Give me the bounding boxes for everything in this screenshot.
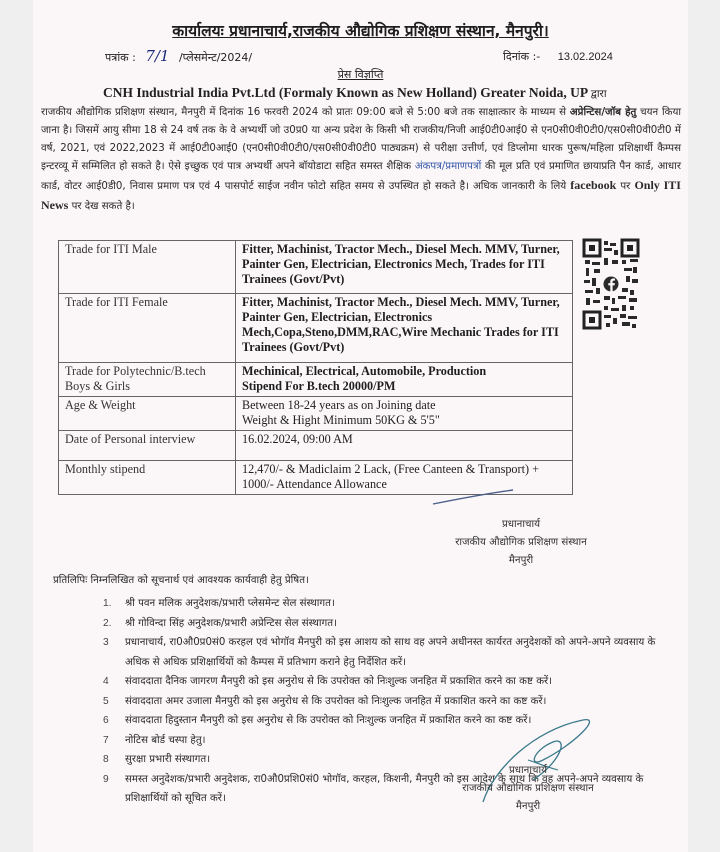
facebook-icon — [602, 275, 620, 293]
row-value: Fitter, Machinist, Tractor Mech., Diesel Mech. MMV, Turner, Painter Gen, Electrician, Electronics Mech,Copa,Steno,DMM,RAC,Wire Mechanic Trades for ITI Trainees (Govt/Pvt) — [236, 294, 573, 363]
table-row — [59, 363, 573, 397]
para-text: पर — [620, 181, 631, 192]
item-text: सुरक्षा प्रभारी संस्थागत। — [125, 754, 211, 765]
intro-paragraph — [41, 104, 681, 216]
page-name-mention: Only ITI News — [41, 178, 681, 212]
table-row — [59, 294, 573, 363]
item-text: श्री गोविन्दा सिंह अनुदेशक/प्रभारी अप्रेन्टिस सेल संस्थागत। — [125, 617, 337, 629]
facebook-qr-code-icon[interactable] — [582, 238, 640, 330]
list-item — [103, 594, 683, 614]
signatory-institute: राजकीय औद्योगिक प्रशिक्षण संस्थान — [462, 783, 594, 794]
ref-number-handwritten: 7/1 — [145, 47, 170, 65]
row-value-line: Between 18-24 years as on Joining date — [242, 398, 436, 412]
row-value — [236, 363, 573, 397]
row-label: Date of Personal interview — [59, 431, 236, 461]
para-text: राजकीय औद्योगिक प्रशिक्षण संस्थान, मैनपुरी में दिनांक 16 फरवरी 2024 को प्रातः 09:00 बजे से 5:00 बजे तक साक्षात्कार के माध्यम से — [41, 107, 567, 118]
para-highlight-text: अंकपत्र/प्रमाणपत्रों — [414, 161, 482, 172]
row-label: Age & Weight — [59, 397, 236, 431]
date-value: 13.02.2024 — [557, 51, 613, 63]
ref-label: पत्रांक : — [105, 51, 136, 64]
item-text: संवाददाता हिदुस्तान मैनपुरी को इस अनुरोध से कि उपरोक्त को निःशुल्क जनहित में प्रकाशित करने का कष्ट करें। — [125, 715, 532, 726]
row-value: Fitter, Machinist, Tractor Mech., Diesel Mech. MMV, Turner, Painter Gen, Electrician, Electronics Mech, Trades for ITI Trainees (Govt/Pvt) — [236, 241, 573, 294]
item-text: श्री पवन मलिक अनुदेशक/प्रभारी प्लेसमेन्ट सेल संस्थागत। — [125, 598, 335, 609]
item-number: 4 — [103, 676, 109, 687]
ref-suffix: /प्लेसमेन्ट/2024/ — [178, 51, 253, 64]
signatory-city: मैनपुरी — [515, 801, 541, 812]
row-value-line: Stipend For B.tech 20000/PM — [242, 379, 396, 393]
item-number: 9 — [103, 773, 109, 785]
letter-date — [503, 49, 613, 64]
signatory-title: प्रधानाचार्य — [501, 519, 540, 530]
press-release-title: प्रेस विज्ञप्ति — [337, 68, 384, 81]
item-number: 3 — [103, 637, 109, 648]
item-text: संवाददाता दैनिक जागरण मैनपुरी को इस अनुरोध से कि उपरोक्त को निःशुल्क जनहित में प्रकाशित करने का कष्ट करें। — [125, 676, 553, 687]
signatory-block-1 — [431, 516, 611, 570]
item-text: प्रधानाचार्य, रा0औ0प्र0सं0 करहल एवं भोगॉव मैनपुरी को इस आशय को साथ वह अपने अधीनस्त कार्यरत अनुदेशकों को अपने-अपने व्यवसाय के अधिक से अधिक प्रशिक्षार्थियों को कैम्पस में प्रतिभाग कराने हेतु निर्देशित करें। — [125, 637, 656, 668]
date-label: दिनांक :- — [503, 50, 541, 63]
row-label: Trade for ITI Female — [59, 294, 236, 363]
item-number: 1. — [103, 598, 112, 609]
para-text: पर देख सकते है। — [71, 201, 135, 212]
row-value — [236, 397, 573, 431]
row-label: Trade for ITI Male — [59, 241, 236, 294]
company-line — [103, 85, 607, 101]
item-number: 8 — [103, 754, 109, 765]
row-label: Trade for Polytechnic/B.tech Boys & Girls — [59, 363, 236, 397]
signature-mark — [393, 488, 543, 508]
reference-number — [105, 47, 252, 65]
trade-details-table — [58, 240, 573, 495]
list-item — [103, 614, 683, 634]
row-value-line: Mechinical, Electrical, Automobile, Production — [242, 364, 487, 378]
item-number: 2. — [103, 617, 112, 629]
signatory-city: मैनपुरी — [508, 555, 534, 566]
row-value: 12,470/- & Madiclaim 2 Lack, (Free Canteen & Transport) + 1000/- Attendance Allowance — [236, 461, 573, 495]
row-label: Monthly stipend — [59, 461, 236, 495]
copy-to-heading: प्रतिलिपिः निम्नलिखित को सूचनार्थ एवं आवश्यक कार्यवाही हेतु प्रेषित। — [53, 575, 309, 586]
item-number: 7 — [103, 734, 109, 746]
item-number: 6 — [103, 715, 109, 726]
signatory-block-2 — [438, 762, 618, 816]
item-number: 5 — [103, 695, 109, 707]
para-bold-text: अप्रेन्टिस/जॉब हेतु — [569, 107, 637, 118]
company-line-tail: द्वारा — [590, 88, 607, 100]
facebook-mention: facebook — [570, 178, 617, 192]
company-name: CNH Industrial India Pvt.Ltd (Formaly Known as New Holland) Greater Noida, UP — [103, 85, 588, 100]
list-item — [103, 672, 683, 692]
table-row — [59, 397, 573, 431]
office-title: कार्यालयः प्रधानाचार्य,राजकीय औद्योगिक प्रशिक्षण संस्थान, मैनपुरी। — [172, 22, 549, 40]
item-text: समस्त अनुदेशक/प्रभारी अनुदेशक, रा0औ0प्रशि0सं0 भोगॉव, करहल, किशनी, मैनपुरी को इस आदेश के साथ कि वह अपने-अपने व्यवसाय के प्रशिक्षार्थियों को सूचित करें। — [125, 773, 644, 804]
row-value-line: Weight & Hight Minimum 50KG & 5'5" — [242, 413, 440, 427]
list-item — [103, 633, 683, 672]
table-row — [59, 241, 573, 294]
document-page — [33, 0, 688, 852]
row-value: 16.02.2024, 09:00 AM — [236, 431, 573, 461]
signatory-title: प्रधानाचार्य — [508, 765, 547, 776]
item-text: नोटिस बोर्ड चस्पा हेतु। — [125, 734, 206, 746]
item-text: संवाददाता अमर उजाला मैनपुरी को इस अनुरोध से कि उपरोक्त को निःशुल्क जनहित में प्रकाशित करने का कष्ट करें। — [125, 695, 547, 707]
para-text: चयन किया जाना है। जिसमें आयु सीमा 18 से 24 वर्ष तक के वे अभ्यर्थी जो उ0प्र0 या अन्य प्रदेश के किसी भी राजकीय/निजी आई0टी0आई0 से एन0सी0वी0टी0/एस0सी0वी0टी0 में वर्ष, 2021, एवं 2022,2023 में आई0टी0आई0 (एन0सी0वी0टी0/एस0सी0वी0टी0 पाठ्यक्रम) से परीक्षा उत्तीर्ण, एवं डिप्लोमा धारक पुरूष/महिला प्रशिक्षार्थी कैम्पस इन्टरव्यू में सम्मिलित हो सकते है। ऐसे इच्छुक एवं पात्र अभ्यर्थी अपने बॉयोडाटा सहित समस्त शैक्षिक — [41, 107, 682, 172]
table-row — [59, 431, 573, 461]
para-text: की मूल प्रति एवं प्रमाणित छायाप्रति पैन कार्ड, आधार कार्ड, वोटर आई0डी0, निवास प्रमाण पत्र एवं 4 पासपोर्ट साईज नवीन फोटो सहित समय से उपस्थित हो सकते है। अधिक जानकारी के लिये — [41, 161, 681, 192]
signatory-institute: राजकीय औद्योगिक प्रशिक्षण संस्थान — [455, 537, 587, 548]
